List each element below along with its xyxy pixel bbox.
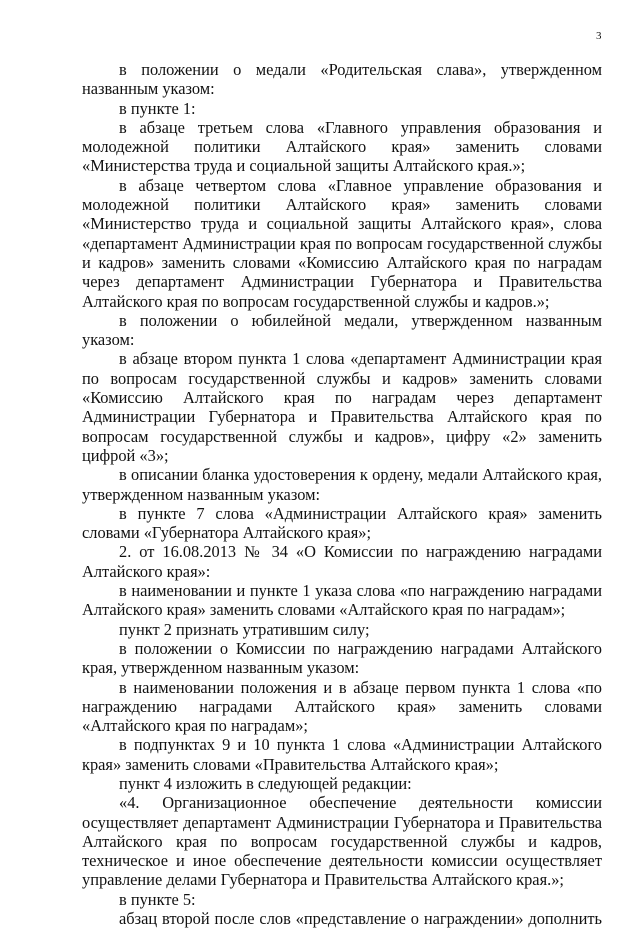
paragraph: в абзаце четвертом слова «Главное управление образования и молодежной политики Алтайского края» заменить словами «Министерство труда и социальной защиты Алтайского края», слова «департамент Администрации края по вопросам государственной службы и кадров» заменить словами «Комиссию Алтайского края по наградам через департамент Администрации Губернатора и Правительства Алтайского края по вопросам государственной службы и кадров.»; — [82, 175, 602, 311]
document-body — [82, 60, 602, 928]
paragraph: «4. Организационное обеспечение деятельности комиссии осуществляет департамент Администрации Губернатора и Правительства Алтайского края по вопросам государственной службы и кадров, техническое и иное обеспечение деятельности комиссии осуществляет управление делами Губернатора и Правительства Алтайского края.»; — [82, 793, 602, 890]
paragraph: в наименовании и пункте 1 указа слова «по награждению наградами Алтайского края» заменить словами «Алтайского края по наградам»; — [82, 581, 602, 620]
paragraph: 2. от 16.08.2013 № 34 «О Комиссии по награждению наградами Алтайского края»: — [82, 542, 602, 581]
paragraph: в пункте 7 слова «Администрации Алтайского края» заменить словами «Губернатора Алтайского края»; — [82, 503, 602, 543]
paragraph: в положении о медали «Родительская слава», утвержденном названным указом: — [82, 60, 602, 99]
paragraph: пункт 4 изложить в следующей редакции: — [119, 773, 412, 793]
paragraph: в положении о юбилейной медали, утвержденном названным указом: — [82, 310, 602, 350]
paragraph: в абзаце третьем слова «Главного управления образования и молодежной политики Алтайского края» заменить словами «Министерства труда и социальной защиты Алтайского края.»; — [82, 117, 602, 176]
paragraph: в наименовании положения и в абзаце первом пункта 1 слова «по награждению наградами Алтайского края» заменить словами «Алтайского края по наградам»; — [82, 677, 602, 736]
paragraph: в пункте 1: — [119, 98, 196, 118]
paragraph: в абзаце втором пункта 1 слова «департамент Администрации края по вопросам государственной службы и кадров» заменить словами «Комиссию Алтайского края по наградам через департамент Администрации Губернатора и Правительства Алтайского края по вопросам государственной службы и кадров», цифру «2» заменить цифрой «3»; — [82, 349, 602, 465]
paragraph: пункт 2 признать утратившим силу; — [119, 619, 370, 639]
paragraph: абзац второй после слов «представление о награждении» дополнить — [119, 909, 602, 928]
paragraph: в подпунктах 9 и 10 пункта 1 слова «Администрации Алтайского края» заменить словами «Правительства Алтайского края»; — [82, 735, 602, 774]
paragraph: в положении о Комиссии по награждению наградами Алтайского края, утвержденном названным указом: — [82, 638, 602, 678]
paragraph: в описании бланка удостоверения к ордену, медали Алтайского края, утвержденном названным указом: — [82, 465, 602, 504]
paragraph: в пункте 5: — [119, 889, 196, 909]
page-number: 3 — [596, 30, 602, 42]
